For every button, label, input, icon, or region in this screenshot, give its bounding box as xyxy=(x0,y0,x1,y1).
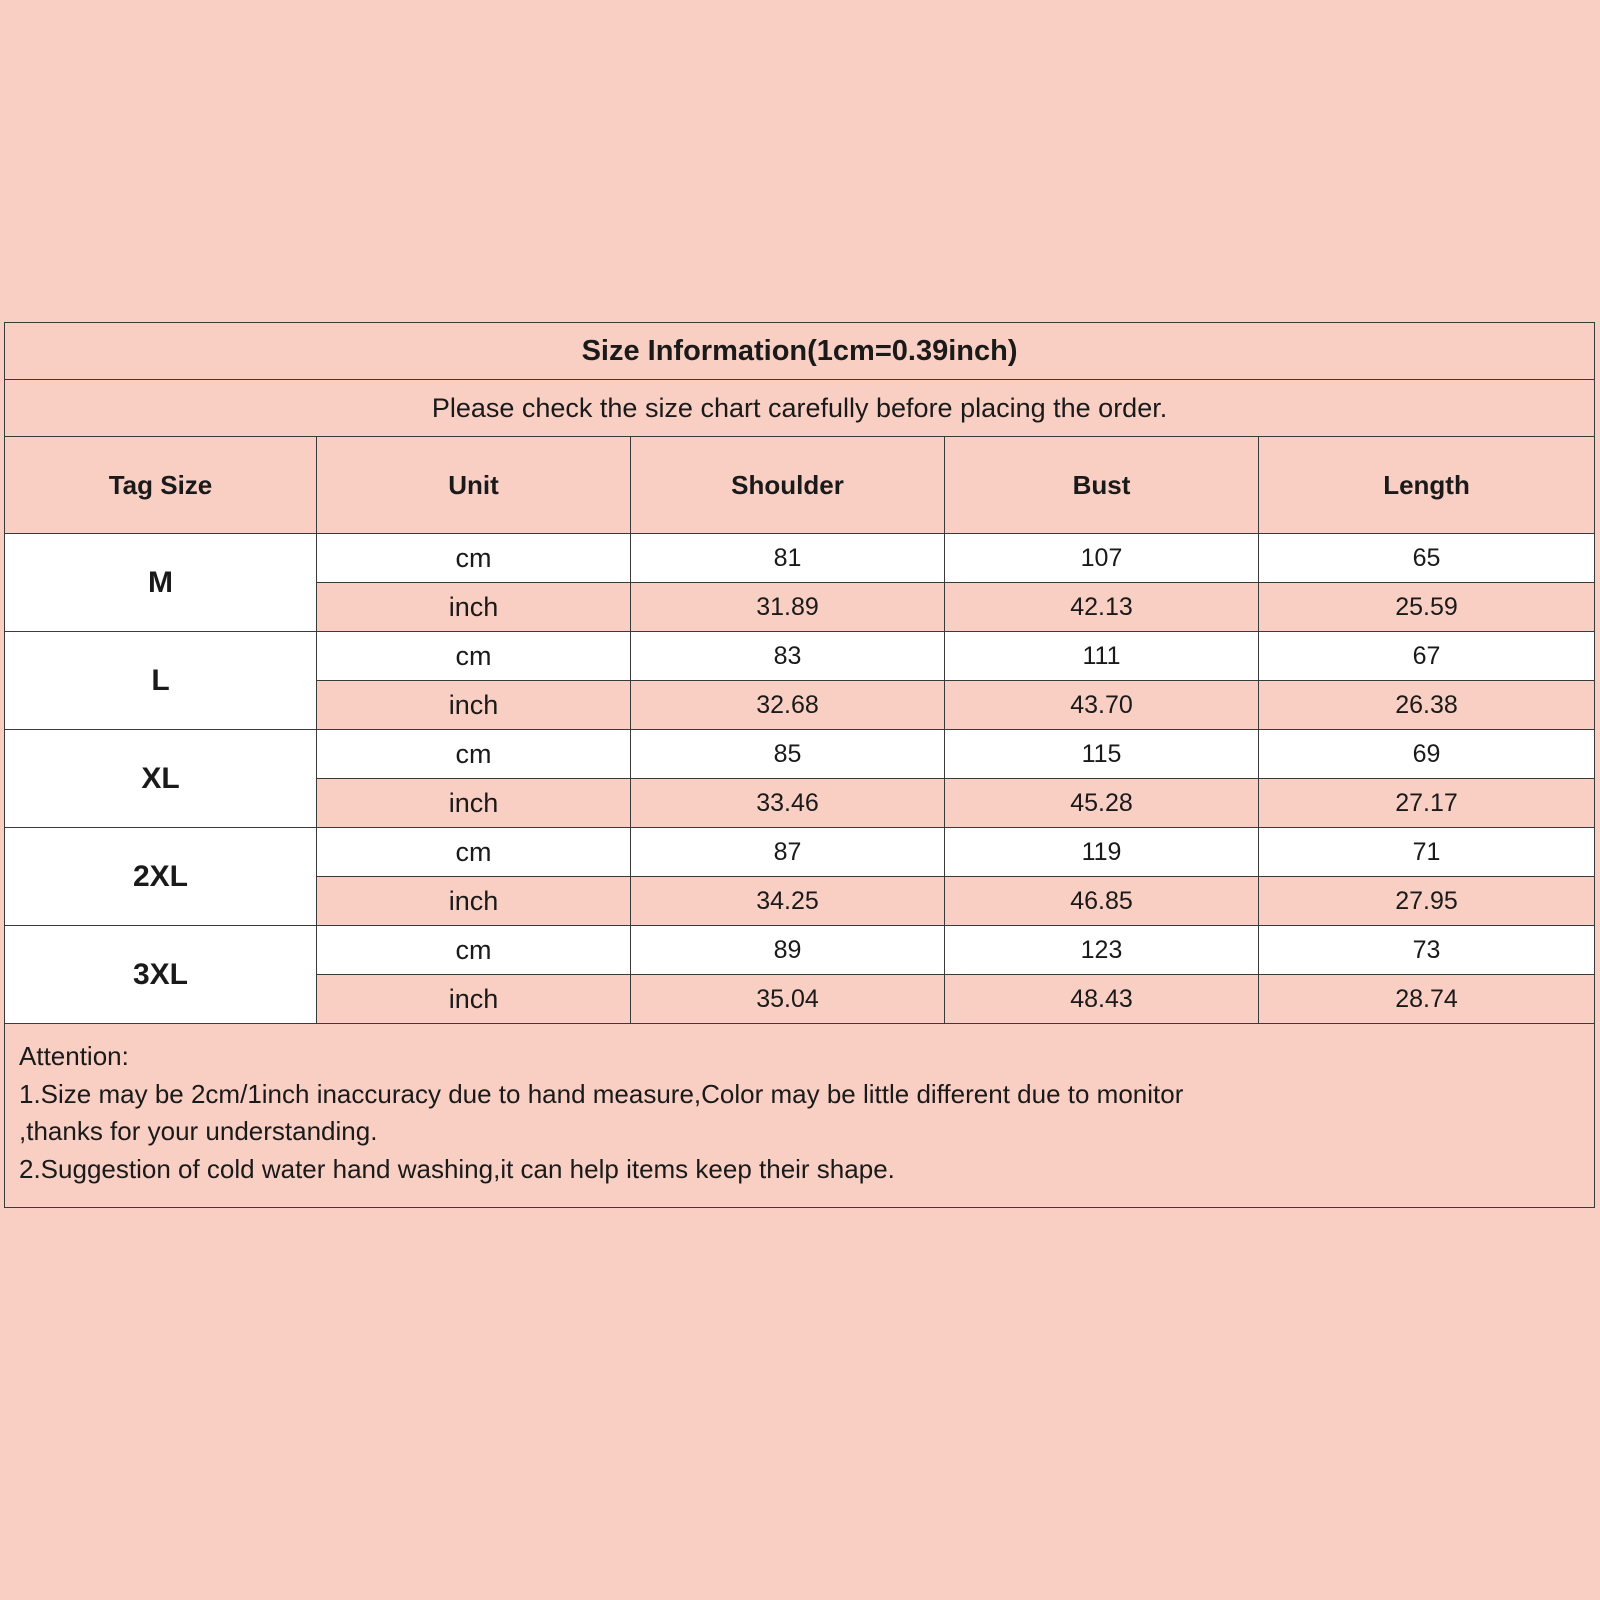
size-information-table xyxy=(4,322,1595,1208)
shoulder-value: 81 xyxy=(631,534,945,583)
tag-size-cell: 2XL xyxy=(5,828,317,926)
tag-size-cell: M xyxy=(5,534,317,632)
tag-size-cell: 3XL xyxy=(5,926,317,1024)
attention-notes xyxy=(5,1024,1595,1208)
tag-size-cell: L xyxy=(5,632,317,730)
column-header-bust: Bust xyxy=(945,437,1259,534)
column-header-unit: Unit xyxy=(317,437,631,534)
bust-value: 46.85 xyxy=(945,877,1259,926)
length-value: 71 xyxy=(1259,828,1595,877)
table-title-row xyxy=(5,323,1595,380)
table-row xyxy=(5,632,1595,681)
shoulder-value: 83 xyxy=(631,632,945,681)
unit-cell: inch xyxy=(317,779,631,828)
shoulder-value: 35.04 xyxy=(631,975,945,1024)
chart-title: Size Information(1cm=0.39inch) xyxy=(5,323,1595,380)
table-row xyxy=(5,534,1595,583)
shoulder-value: 87 xyxy=(631,828,945,877)
attention-line-3: 2.Suggestion of cold water hand washing,it can help items keep their shape. xyxy=(19,1154,895,1185)
attention-line-1: 1.Size may be 2cm/1inch inaccuracy due to hand measure,Color may be little different due to monitor xyxy=(19,1078,1184,1109)
length-value: 27.95 xyxy=(1259,877,1595,926)
bust-value: 107 xyxy=(945,534,1259,583)
shoulder-value: 85 xyxy=(631,730,945,779)
length-value: 67 xyxy=(1259,632,1595,681)
bust-value: 111 xyxy=(945,632,1259,681)
column-header-tag-size: Tag Size xyxy=(5,437,317,534)
bust-value: 43.70 xyxy=(945,681,1259,730)
unit-cell: cm xyxy=(317,534,631,583)
column-header-length: Length xyxy=(1259,437,1595,534)
unit-cell: inch xyxy=(317,681,631,730)
shoulder-value: 31.89 xyxy=(631,583,945,632)
shoulder-value: 89 xyxy=(631,926,945,975)
column-header-shoulder: Shoulder xyxy=(631,437,945,534)
table-subtitle-row xyxy=(5,380,1595,437)
length-value: 25.59 xyxy=(1259,583,1595,632)
bust-value: 123 xyxy=(945,926,1259,975)
bust-value: 45.28 xyxy=(945,779,1259,828)
table-row xyxy=(5,730,1595,779)
bust-value: 48.43 xyxy=(945,975,1259,1024)
unit-cell: inch xyxy=(317,975,631,1024)
length-value: 69 xyxy=(1259,730,1595,779)
shoulder-value: 32.68 xyxy=(631,681,945,730)
attention-line-2: ,thanks for your understanding. xyxy=(19,1116,378,1147)
length-value: 73 xyxy=(1259,926,1595,975)
length-value: 27.17 xyxy=(1259,779,1595,828)
attention-heading: Attention: xyxy=(19,1041,129,1071)
unit-cell: inch xyxy=(317,877,631,926)
unit-cell: inch xyxy=(317,583,631,632)
unit-cell: cm xyxy=(317,828,631,877)
tag-size-cell: XL xyxy=(5,730,317,828)
table-header-row xyxy=(5,437,1595,534)
size-chart-container xyxy=(4,322,1594,1208)
table-row xyxy=(5,828,1595,877)
bust-value: 115 xyxy=(945,730,1259,779)
bust-value: 119 xyxy=(945,828,1259,877)
shoulder-value: 33.46 xyxy=(631,779,945,828)
chart-subtitle: Please check the size chart carefully before placing the order. xyxy=(5,380,1595,437)
length-value: 28.74 xyxy=(1259,975,1595,1024)
unit-cell: cm xyxy=(317,730,631,779)
length-value: 26.38 xyxy=(1259,681,1595,730)
length-value: 65 xyxy=(1259,534,1595,583)
bust-value: 42.13 xyxy=(945,583,1259,632)
table-row xyxy=(5,926,1595,975)
unit-cell: cm xyxy=(317,632,631,681)
attention-row xyxy=(5,1024,1595,1208)
shoulder-value: 34.25 xyxy=(631,877,945,926)
unit-cell: cm xyxy=(317,926,631,975)
